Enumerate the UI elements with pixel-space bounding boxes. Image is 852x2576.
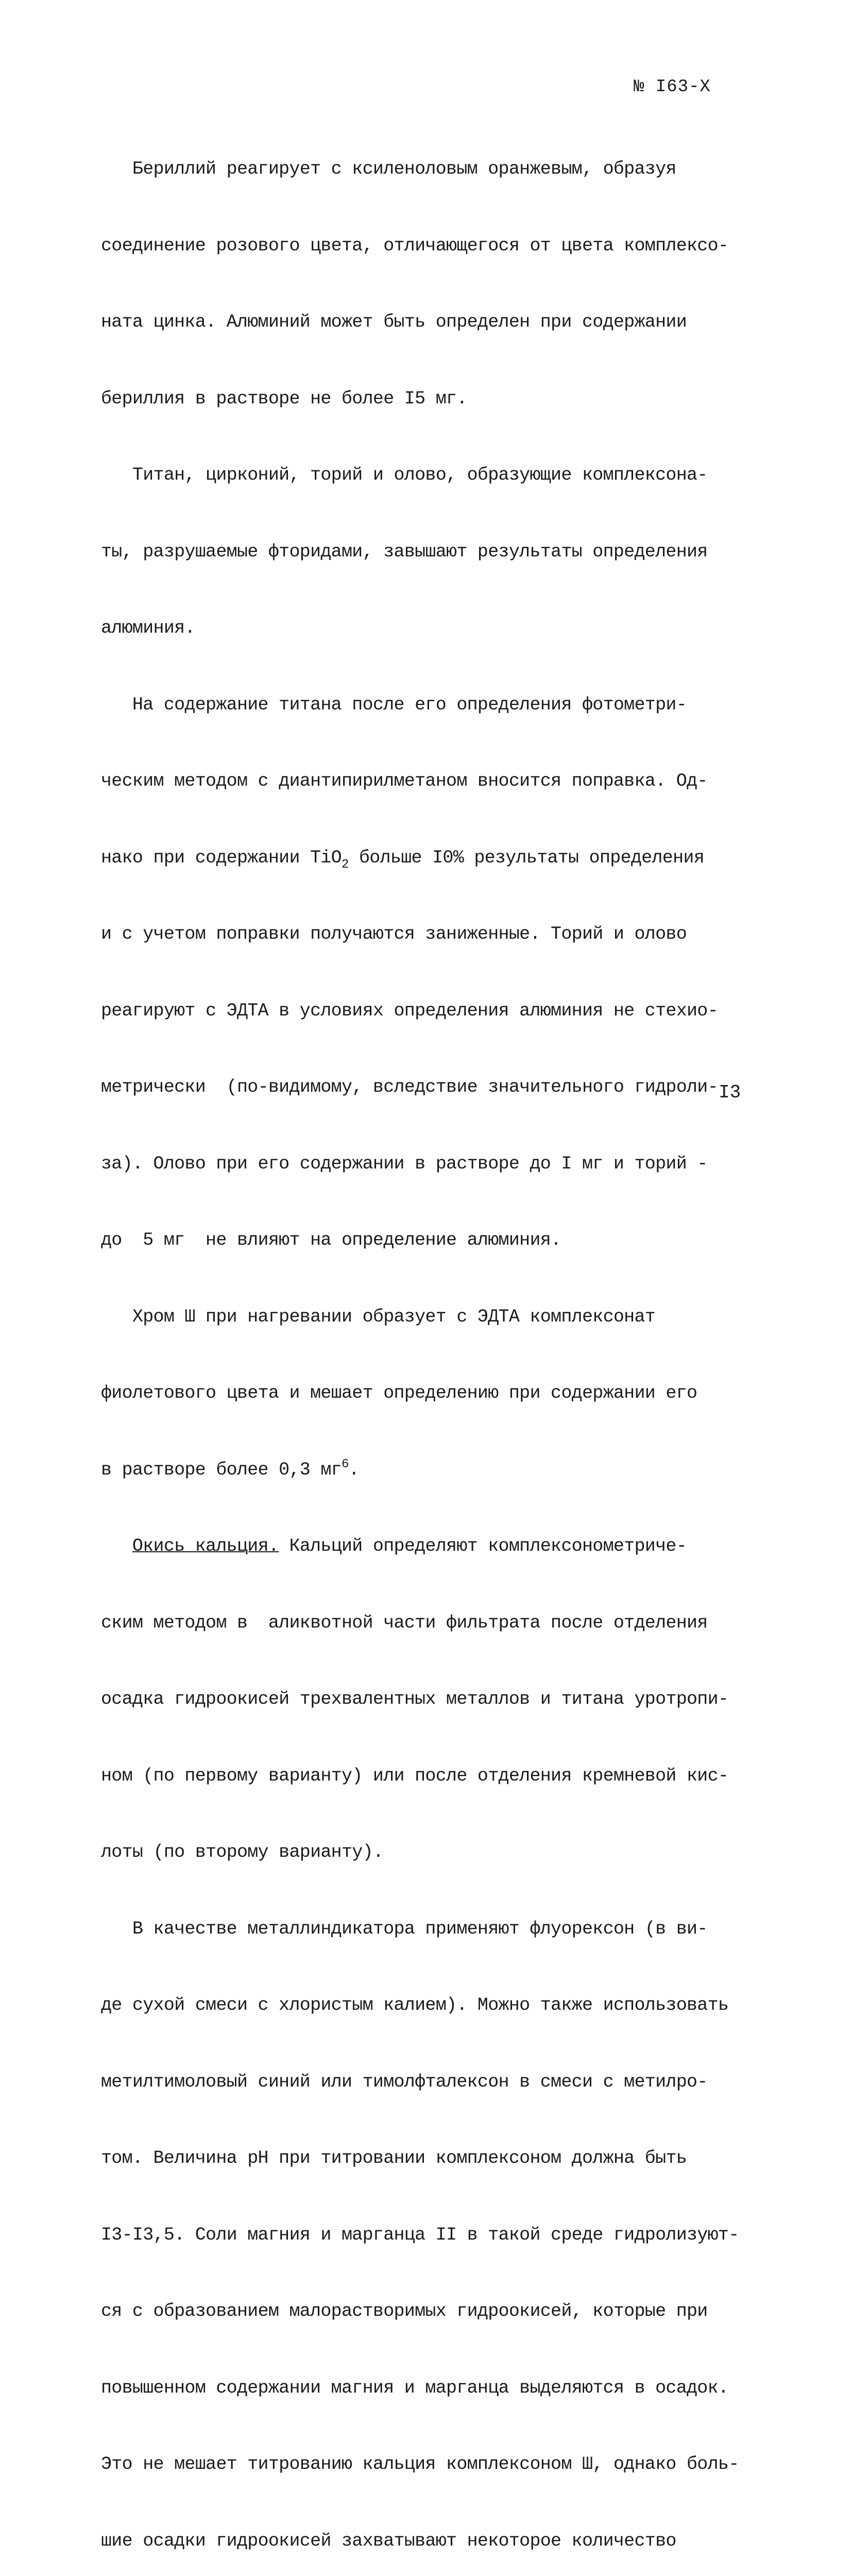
- document-number: № I63-X: [634, 77, 711, 97]
- text-line: ческим методом с диантипирилметаном вносится поправка. Од-: [101, 771, 708, 791]
- text-line: Хром Ш при нагревании образует с ЭДТА комплексонат: [101, 1306, 656, 1327]
- page-number: I3: [719, 1082, 741, 1103]
- section-heading-line: [101, 1534, 744, 1560]
- text-line: реагируют с ЭДТА в условиях определения алюминия не стехио-: [101, 1000, 718, 1021]
- text-line: лоты (по второму варианту).: [101, 1842, 384, 1862]
- text-line: ся с образованием малорастворимых гидроокисей, которые при: [101, 2301, 708, 2321]
- text-line: за). Олово при его содержании в растворе до I мг и торий -: [101, 1153, 708, 1174]
- footnote-marker: 6: [341, 1457, 349, 1471]
- text-line: ты, разрушаемые фторидами, завышают результаты определения: [101, 541, 708, 562]
- text-line: бериллия в растворе не более I5 мг.: [101, 388, 467, 409]
- heading-line-rest: Кальций определяют комплексонометриче-: [279, 1536, 687, 1556]
- text-line: шие осадки гидроокисей захватывают некоторое количество: [101, 2530, 676, 2551]
- text-line: де сухой смеси с хлористым калием). Можно также использовать: [101, 1995, 729, 2015]
- footnote-line-suffix: .: [348, 1459, 359, 1480]
- text-line-with-formula: [101, 845, 744, 871]
- text-line: ната цинка. Алюминий может быть определен при содержании: [101, 312, 687, 332]
- text-line: и с учетом поправки получаются заниженные. Торий и олово: [101, 924, 687, 944]
- footnote-line-prefix: в растворе более 0,3 мг: [101, 1459, 342, 1480]
- indent: [101, 1536, 132, 1556]
- text-line: повышенном содержании магния и марганца выделяются в осадок.: [101, 2377, 729, 2398]
- text-line: соединение розового цвета, отличающегося от цвета комплексо-: [101, 235, 729, 256]
- text-line: до 5 мг не влияют на определение алюминия.: [101, 1230, 561, 1250]
- text-line: Это не мешает титрованию кальция комплексоном Ш, однако боль-: [101, 2454, 739, 2475]
- body-text: [101, 106, 744, 2576]
- text-line: В качестве металлиндикатора применяют флуорексон (в ви-: [101, 1918, 708, 1939]
- text-line: фиолетового цвета и мешает определению при содержании его: [101, 1383, 697, 1403]
- formula-suffix: больше I0% результаты определения: [348, 847, 705, 868]
- section-heading: Окись кальция.: [132, 1536, 279, 1556]
- text-line-with-footnote: [101, 1458, 744, 1483]
- text-line: осадка гидроокисей трехвалентных металлов и титана уротропи-: [101, 1689, 729, 1709]
- text-line: том. Величина pH при титровании комплексоном должна быть: [101, 2148, 687, 2168]
- text-line: ном (по первому варианту) или после отделения кремневой кис-: [101, 1765, 729, 1786]
- text-line: На содержание титана после его определения фотометри-: [101, 694, 687, 715]
- text-line: Титан, цирконий, торий и олово, образующие комплексона-: [101, 465, 708, 485]
- formula-subscript: 2: [341, 857, 349, 872]
- formula-prefix: нако при содержании TiO: [101, 847, 342, 868]
- text-line: Бериллий реагирует с ксиленоловым оранжевым, образуя: [101, 159, 676, 179]
- text-line: I3-I3,5. Соли магния и марганца II в такой среде гидролизуют-: [101, 2224, 739, 2245]
- text-line: метилтимоловый синий или тимолфталексон в смеси с метилро-: [101, 2071, 708, 2092]
- text-line: алюминия.: [101, 618, 195, 638]
- text-line: метрически (по-видимому, вследствие значительного гидроли-: [101, 1077, 718, 1097]
- text-line: ским методом в аликвотной части фильтрата после отделения: [101, 1612, 708, 1633]
